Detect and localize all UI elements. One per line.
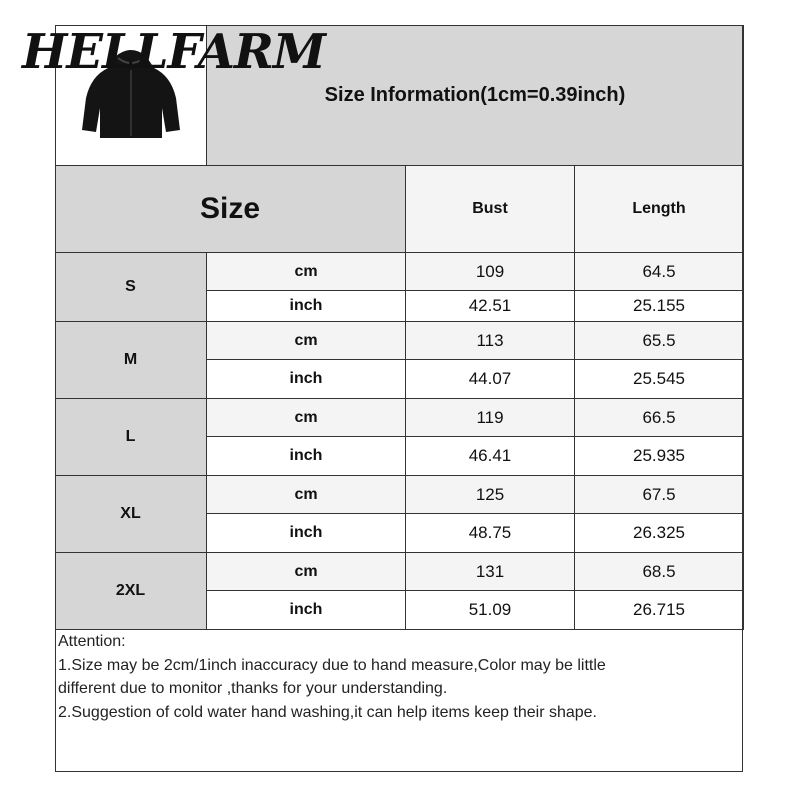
bust-value-cell — [406, 591, 575, 630]
bust-header-cell — [406, 166, 575, 253]
size-cell-m — [55, 322, 207, 399]
length-value: 66.5 — [642, 407, 676, 427]
length-value-cell — [575, 291, 744, 322]
unit-cell — [207, 399, 406, 437]
length-value: 64.5 — [642, 261, 676, 281]
bust-value-cell — [406, 291, 575, 322]
bust-value: 44.07 — [468, 369, 512, 388]
unit-cell — [207, 437, 406, 476]
unit-cell — [207, 360, 406, 399]
length-header: Length — [632, 200, 686, 217]
bust-value-cell — [406, 253, 575, 291]
unit-label: cm — [294, 485, 318, 503]
bust-value-cell — [406, 553, 575, 591]
unit-cell — [207, 591, 406, 630]
bust-value: 46.41 — [468, 446, 512, 465]
size-label: L — [125, 428, 136, 445]
unit-cell — [207, 514, 406, 553]
bust-value-cell — [406, 476, 575, 514]
size-label: 2XL — [115, 582, 146, 599]
unit-cell — [207, 253, 406, 291]
length-value-cell — [575, 514, 744, 553]
length-value-cell — [575, 437, 744, 476]
size-label: M — [123, 351, 138, 368]
length-value-cell — [575, 399, 744, 437]
bust-value: 131 — [475, 561, 505, 581]
notes-line: 1.Size may be 2cm/1inch inaccuracy due to hand measure,Color may be little — [58, 656, 606, 674]
size-cell-2xl — [55, 553, 207, 630]
size-label: S — [125, 278, 136, 295]
unit-label: cm — [294, 262, 318, 280]
bust-value-cell — [406, 514, 575, 553]
notes-line: 2.Suggestion of cold water hand washing,it can help items keep their shape. — [58, 703, 597, 721]
unit-label: inch — [289, 297, 323, 314]
length-value-cell — [575, 360, 744, 399]
length-value: 25.935 — [633, 446, 685, 465]
bust-value: 51.09 — [468, 600, 512, 619]
unit-label: cm — [294, 331, 318, 349]
bust-value: 125 — [475, 484, 505, 504]
length-value-cell — [575, 553, 744, 591]
length-value: 26.715 — [633, 600, 685, 619]
length-value: 25.155 — [633, 296, 685, 315]
length-value-cell — [575, 322, 744, 360]
unit-cell — [207, 322, 406, 360]
notes-line: different due to monitor ,thanks for your understanding. — [58, 680, 448, 697]
bust-value: 42.51 — [468, 296, 512, 315]
length-value: 68.5 — [642, 561, 676, 581]
brand-logo: HELLFARM — [22, 24, 325, 80]
bust-value: 119 — [476, 407, 504, 427]
size-label: XL — [120, 505, 141, 522]
unit-label: inch — [289, 601, 323, 618]
length-value-cell — [575, 476, 744, 514]
bust-header: Bust — [472, 200, 508, 217]
size-cell-xl — [55, 476, 207, 553]
size-header-cell — [55, 166, 406, 253]
bust-value-cell — [406, 322, 575, 360]
size-cell-s — [55, 253, 207, 322]
unit-label: cm — [294, 408, 318, 426]
notes-heading: Attention: — [58, 633, 126, 650]
unit-cell — [207, 291, 406, 322]
unit-cell — [207, 553, 406, 591]
bust-value-cell — [406, 360, 575, 399]
length-value-cell — [575, 591, 744, 630]
size-cell-l — [55, 399, 207, 476]
size-information-title: Size Information(1cm=0.39inch) — [324, 83, 626, 106]
length-header-cell — [575, 166, 744, 253]
bust-value: 109 — [475, 261, 505, 281]
unit-cell — [207, 476, 406, 514]
bust-value-cell — [406, 437, 575, 476]
unit-label: inch — [289, 524, 323, 541]
unit-label: cm — [294, 562, 318, 580]
unit-label: inch — [289, 447, 323, 464]
attention-notes — [58, 630, 738, 724]
length-value: 65.5 — [642, 330, 676, 350]
length-value: 25.545 — [633, 369, 685, 388]
bust-value: 48.75 — [468, 523, 512, 542]
unit-label: inch — [289, 370, 323, 387]
bust-value-cell — [406, 399, 575, 437]
bust-value: 113 — [476, 330, 504, 350]
length-value-cell — [575, 253, 744, 291]
length-value: 26.325 — [633, 523, 685, 542]
length-value: 67.5 — [642, 484, 676, 504]
size-header: Size — [199, 192, 261, 225]
